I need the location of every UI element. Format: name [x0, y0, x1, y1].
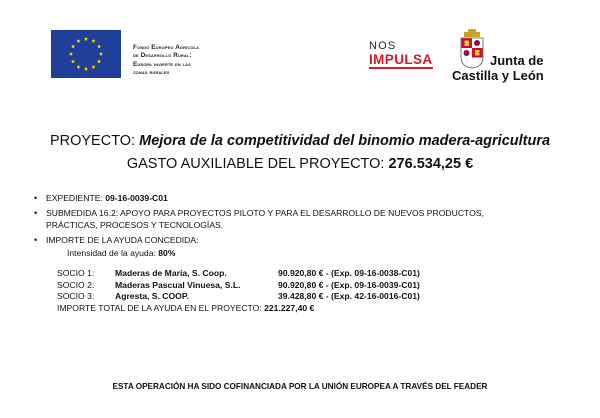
project-details — [33, 193, 578, 314]
eu-star-icon — [97, 59, 101, 63]
impulsa-text: IMPULSA — [369, 52, 433, 67]
eu-star-icon — [76, 39, 80, 43]
socio-row — [57, 291, 578, 303]
eu-star-icon — [99, 52, 103, 56]
socio-label: SOCIO 1: — [57, 268, 95, 279]
intensidad-value: 80% — [158, 247, 176, 258]
submedida-item — [33, 208, 578, 231]
eu-stars-icon — [51, 30, 121, 78]
socio-label: SOCIO 2: — [57, 279, 95, 290]
gasto-label: GASTO AUXILIABLE DEL PROYECTO: — [126, 156, 385, 172]
eu-star-icon — [91, 65, 95, 69]
castilla-leon-shield-icon — [459, 29, 485, 69]
expediente-label: EXPEDIENTE: — [46, 193, 103, 203]
eu-star-icon — [91, 39, 95, 43]
socio-amount: 90.920,80 € - (Exp. 09-16-0039-C01) — [278, 279, 420, 290]
socio-name: Agresta, S. COOP. — [115, 291, 189, 302]
submedida-line-2: PRÁCTICAS, PROCESOS Y TECNOLOGÍAS. — [46, 219, 224, 230]
total-label: IMPORTE TOTAL DE LA AYUDA EN EL PROYECTO: — [57, 302, 262, 313]
socio-name: Maderas Pascual Vinuesa, S.L. — [115, 279, 241, 290]
nos-impulsa-logo-top: NOS — [369, 40, 397, 52]
socio-label: SOCIO 3: — [57, 291, 95, 302]
eu-star-icon — [97, 44, 101, 48]
eu-text-line: de Desarrollo Rural: — [133, 52, 192, 60]
total-ayuda — [33, 303, 578, 314]
eu-star-icon — [69, 52, 73, 56]
intensidad-label: Intensidad de la ayuda: — [67, 247, 156, 258]
bullet-icon: • — [34, 193, 38, 203]
eu-text-line: zonas rurales — [133, 69, 170, 77]
eu-text-line: Fondo Europeo Agrícola — [133, 44, 200, 51]
eu-star-icon — [71, 44, 75, 48]
impulsa-underline — [369, 67, 433, 69]
socio-row — [57, 280, 578, 292]
submedida-line-1: SUBMEDIDA 16.2: APOYO PARA PROYECTOS PILOTO Y PARA EL DESARROLLO DE NUEVOS PRODUCTOS, — [46, 208, 484, 219]
socio-name: Maderas de María, S. Coop. — [115, 268, 227, 279]
eu-fund-text — [133, 44, 199, 78]
eu-star-icon — [76, 65, 80, 69]
project-title — [0, 133, 600, 149]
eu-star-icon — [84, 67, 88, 71]
bullet-icon: • — [34, 235, 38, 246]
intensidad-row — [46, 248, 578, 259]
importe-label: IMPORTE DE LA AYUDA CONCEDIDA: — [46, 235, 199, 246]
eu-text-line: Europa invierte en las — [133, 60, 191, 68]
eu-star-icon — [84, 37, 88, 41]
socio-row — [57, 268, 578, 280]
project-label: PROYECTO: — [49, 133, 136, 149]
socio-amount: 90.920,80 € - (Exp. 09-16-0038-C01) — [278, 268, 420, 279]
junta-line-2: Castilla y León — [452, 68, 544, 83]
expediente-value: 09-16-0039-C01 — [105, 193, 168, 203]
socio-amount: 39.428,80 € - (Exp. 42-16-0016-C01) — [278, 291, 420, 302]
importe-item — [33, 235, 578, 259]
total-value: 221.227,40 € — [264, 302, 315, 313]
gasto-value: 276.534,25 € — [388, 156, 474, 172]
impulsa-word — [369, 52, 433, 67]
expediente-item — [33, 193, 578, 204]
eu-star-icon — [71, 59, 75, 63]
nos-impulsa-logo-bottom — [369, 52, 433, 67]
socios-table — [33, 268, 578, 303]
junta-line-1: Junta de — [490, 53, 544, 68]
cofinanciacion-footer: ESTA OPERACIÓN HA SIDO COFINANCIADA POR LA UNIÓN EUROPEA A TRAVÉS DEL FEADER — [112, 382, 488, 391]
eu-flag-logo — [51, 30, 121, 78]
gasto-auxiliable — [0, 156, 600, 172]
project-name: Mejora de la competitividad del binomio madera-agricultura — [139, 133, 551, 149]
bullet-icon: • — [34, 208, 38, 219]
